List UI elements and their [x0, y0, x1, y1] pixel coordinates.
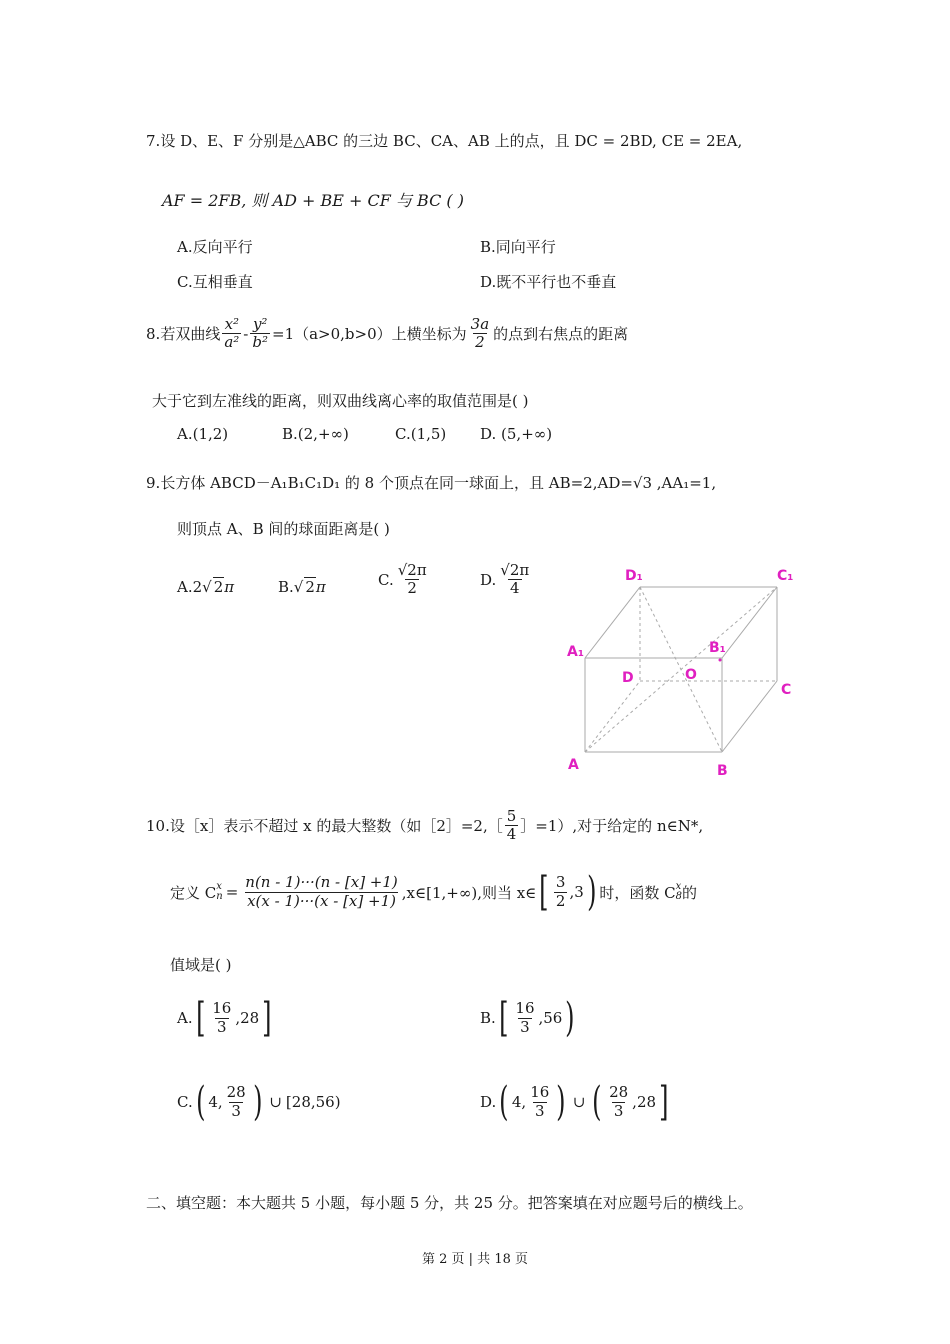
label-c: C	[781, 682, 792, 698]
label-a1: A₁	[567, 644, 584, 660]
q7-stem-line2: AF = 2FB, 则 AD + BE + CF 与 BC ( )	[162, 191, 464, 210]
q9-option-b: B.√ 2π	[278, 578, 326, 596]
label-d1: D₁	[625, 568, 643, 584]
q9-stem-line1: 9.长方体 ABCD－A₁B₁C₁D₁ 的 8 个顶点在同一球面上，且 AB=2,AD=√3 ,AA₁=1,	[146, 474, 717, 492]
label-o: O	[685, 667, 697, 683]
q7-option-a: A.反向平行	[177, 238, 253, 256]
label-a: A	[568, 757, 579, 773]
label-b1: B₁	[709, 640, 726, 656]
q10-option-c: C. ( 4, $\frac{28}{3}$ ) ∪ [28,56)	[177, 1079, 341, 1125]
q8-stem-line2: 大于它到左准线的距离，则双曲线离心率的取值范围是( )	[152, 392, 529, 410]
q9-option-a: A.2√ 2π	[177, 578, 235, 596]
q7-stem-line1: 7.设 D、E、F 分别是△ABC 的三边 BC、CA、AB 上的点，且 DC = 2BD, CE = 2EA,	[146, 132, 743, 150]
q8-option-d: D. (5,+∞)	[480, 425, 553, 443]
q10-option-a: A. [ $\frac{16}{3}$ ,28 ]	[177, 995, 272, 1041]
q7-option-b: B.同向平行	[480, 238, 556, 256]
q7-option-c: C.互相垂直	[177, 273, 253, 291]
label-c1: C₁	[777, 568, 794, 584]
q9-stem-line2: 则顶点 A、B 间的球面距离是( )	[177, 520, 390, 538]
label-b: B	[717, 763, 728, 779]
page-footer: 第 2 页 | 共 18 页	[422, 1252, 528, 1267]
q8-stem-line1: 8. 若双曲线 $\frac{\text{x²}}{\text{a²}}$ - $\frac{\text{y²}}{\text{b²}}$ =1（a>0,b>0）上横坐标为 $\frac{3a}{2}$ 的点到右焦点的距离	[146, 315, 629, 352]
q10-option-d: D. ( 4, $\frac{16}{3}$ ) ∪ ( $\frac{28}{3}$ ,28 ]	[480, 1079, 669, 1125]
q10-option-b: B. [ $\frac{16}{3}$ ,56 )	[480, 995, 575, 1041]
q9-cuboid-figure	[560, 560, 810, 785]
q8-fraction-y2-b2: $\frac{\text{y²}}{\text{b²}}$	[252, 315, 268, 352]
label-d: D	[622, 670, 634, 686]
q8-option-c: C.(1,5)	[395, 425, 447, 443]
q10-def-fraction: $\frac{n(n - 1)\cdot\cdot\cdot(n - [x] +1)}{x(x - 1)\cdot\cdot\cdot(x - [x] +1)}$	[245, 873, 398, 910]
q10-stem-line1: 10. 设［x］表示不超过 x 的最大整数（如［2］=2,［ $\frac{5}{4}$ ］=1）,对于给定的 n∈N*,	[146, 807, 704, 844]
q10-stem-line3: 值域是( )	[170, 956, 232, 974]
q10-definition: 定义 C x n = $\frac{n(n - 1)\cdot\cdot\cdot(n - [x] +1)}{x(x - 1)\cdot\cdot\cdot(x - [x] +1)}$ ,x∈[1,+∞),则当 x∈ [ $\frac{3}{2}$ ,3 ) 时，函数 C x 8 的	[170, 869, 698, 915]
q9-option-d: D. $\frac{√2\pi}{4}$	[480, 561, 530, 598]
q8-option-b: B.(2,+∞)	[282, 425, 349, 443]
q7-option-d: D.既不平行也不垂直	[480, 273, 617, 291]
q9-option-c: C. $\frac{√2\pi}{2}$	[378, 561, 427, 598]
q8-fraction-3a-2: $\frac{3a}{2}$	[470, 315, 490, 352]
q8-option-a: A.(1,2)	[177, 425, 229, 443]
q8-fraction-x2-a2: $\frac{\text{x²}}{\text{a²}}$	[224, 315, 240, 352]
section-2-heading: 二、填空题：本大题共 5 小题，每小题 5 分，共 25 分。把答案填在对应题号后的横线上。	[146, 1194, 753, 1212]
